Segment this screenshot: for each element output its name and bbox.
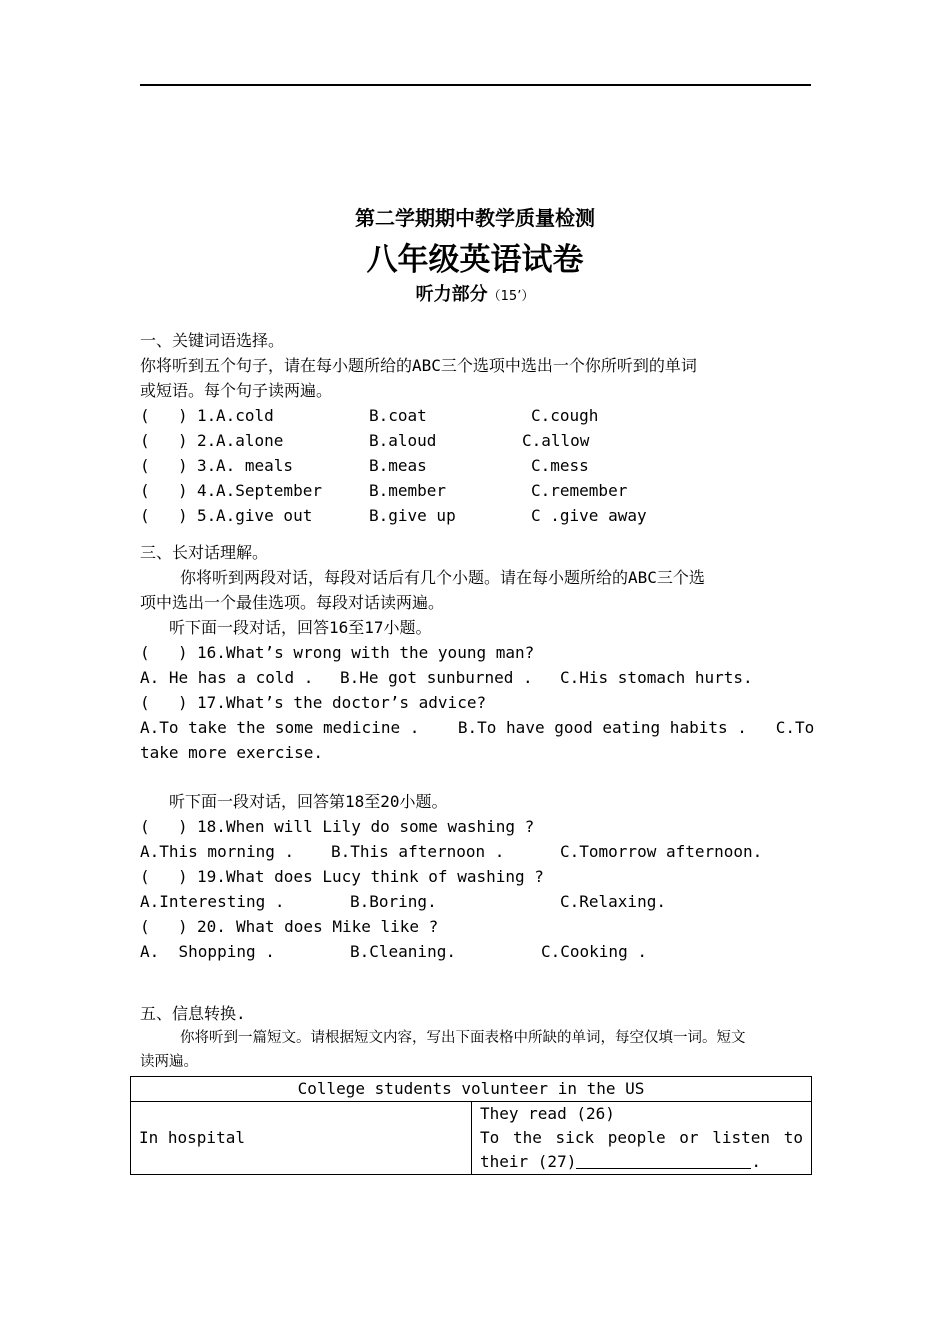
cell-line-3-text: their (27) [480,1152,577,1171]
section5-instruction: 你将听到一篇短文。请根据短文内容，写出下面表格中所缺的单词，每空仅填一词。短文 [180,1030,746,1046]
option-c[interactable]: C.Relaxing. [560,892,666,911]
question-number: 19. [197,867,226,886]
question-number: 16. [197,643,226,662]
option-a[interactable]: A.September [216,481,322,500]
option-a[interactable]: A.give out [216,506,313,525]
answer-paren-open[interactable]: ( [140,643,150,662]
cell-line-3-end: . [751,1152,761,1171]
question-text: What’s wrong with the young man? [226,643,535,662]
section5-heading: 五、信息转换. [140,1004,246,1023]
question-text: What does Lucy think of washing ? [226,867,544,886]
option-a[interactable]: A. Shopping . [140,942,275,961]
section1-heading: 一、关键词语选择。 [140,331,285,350]
section5-instruction-cont: 读两遍。 [140,1054,198,1070]
dialog2-intro: 听下面一段对话，回答第18至20小题。 [169,792,448,811]
question-text: What’s the doctor’s advice? [226,693,487,712]
question-number: 4. [197,481,217,500]
option-c[interactable]: C.Cooking . [541,942,647,961]
section3-instruction-cont: 项中选出一个最佳选项。每段对话读两遍。 [140,593,445,612]
section3-heading: 三、长对话理解。 [140,543,269,562]
listening-label: 听力部分 [415,284,488,305]
answer-paren-open[interactable]: ( [140,693,150,712]
question-number: 2. [197,431,217,450]
option-c[interactable]: C.cough [531,406,599,425]
option-b[interactable]: B.aloud [369,431,437,450]
answer-paren-open[interactable]: ( [140,506,150,525]
option-c[interactable]: C.remember [531,481,628,500]
option-b[interactable]: B.give up [369,506,456,525]
question-number: 17. [197,693,226,712]
info-table [130,1076,812,1175]
answer-paren-close: ) [178,817,188,836]
answer-paren-close: ) [178,867,188,886]
section1-instruction-cont: 或短语。每个句子读两遍。 [140,381,333,400]
cell-line-2: To the sick people or listen to [480,1128,803,1147]
option-c[interactable]: C.Tomorrow afternoon. [560,842,763,861]
question-number: 5. [197,506,217,525]
option-b[interactable]: B.Boring. [350,892,437,911]
answer-paren-close: ) [178,643,188,662]
question-number: 18. [197,817,226,836]
table-cell-left: In hospital [131,1102,472,1175]
exam-subtitle: 第二学期期中教学质量检测 [355,206,595,230]
answer-paren-close: ) [178,693,188,712]
answer-paren-close: ) [178,506,188,525]
table-header: College students volunteer in the US [131,1077,812,1102]
section-title [0,280,950,306]
option-a[interactable]: A.This morning . [140,842,295,861]
question-text: What does Mike like ? [236,917,439,936]
section3-instruction: 你将听到两段对话，每段对话后有几个小题。请在每小题所给的ABC三个选 [180,568,705,587]
answer-paren-close: ) [178,406,188,425]
cell-line-3 [480,1150,803,1174]
option-c[interactable]: C .give away [531,506,647,525]
table-cell-right [472,1102,812,1175]
answer-paren-open[interactable]: ( [140,431,150,450]
answer-paren-close: ) [178,917,188,936]
answer-paren-open[interactable]: ( [140,917,150,936]
option-a[interactable]: A. He has a cold . [140,668,314,687]
question-number: 1. [197,406,217,425]
section1-instruction: 你将听到五个句子，请在每小题所给的ABC三个选项中选出一个你所听到的单词 [140,356,697,375]
option-b[interactable]: B.coat [369,406,427,425]
points-label: （15’） [487,289,535,304]
option-a[interactable]: A.alone [216,431,284,450]
answer-paren-close: ) [178,431,188,450]
answer-paren-open[interactable]: ( [140,481,150,500]
option-b[interactable]: B.member [369,481,447,500]
question-number: 20. [197,917,226,936]
option-a[interactable]: A.Interesting . [140,892,285,911]
answer-paren-close: ) [178,456,188,475]
question-17-options-cont[interactable]: take more exercise. [140,743,324,762]
option-b[interactable]: B.He got sunburned . [340,668,533,687]
option-b[interactable]: B.Cleaning. [350,942,456,961]
header-rule [140,84,811,86]
answer-blank-27[interactable] [576,1152,751,1169]
option-b[interactable]: B.meas [369,456,427,475]
option-c[interactable]: C.allow [522,431,590,450]
dialog1-intro: 听下面一段对话，回答16至17小题。 [169,618,432,637]
question-number: 3. [197,456,217,475]
option-c[interactable]: C.mess [531,456,589,475]
option-c[interactable]: C.His stomach hurts. [560,668,753,687]
answer-paren-open[interactable]: ( [140,456,150,475]
answer-paren-open[interactable]: ( [140,817,150,836]
answer-paren-open[interactable]: ( [140,406,150,425]
exam-title: 八年级英语试卷 [366,242,584,278]
question-text: When will Lily do some washing ? [226,817,535,836]
answer-paren-close: ) [178,481,188,500]
option-b[interactable]: B.This afternoon . [331,842,505,861]
option-a[interactable]: A. meals [216,456,294,475]
question-17-options[interactable]: A.To take the some medicine . B.To have good eating habits . C.To [140,718,815,737]
option-a[interactable]: A.cold [216,406,274,425]
answer-paren-open[interactable]: ( [140,867,150,886]
cell-line-1: They read (26) [480,1104,615,1123]
